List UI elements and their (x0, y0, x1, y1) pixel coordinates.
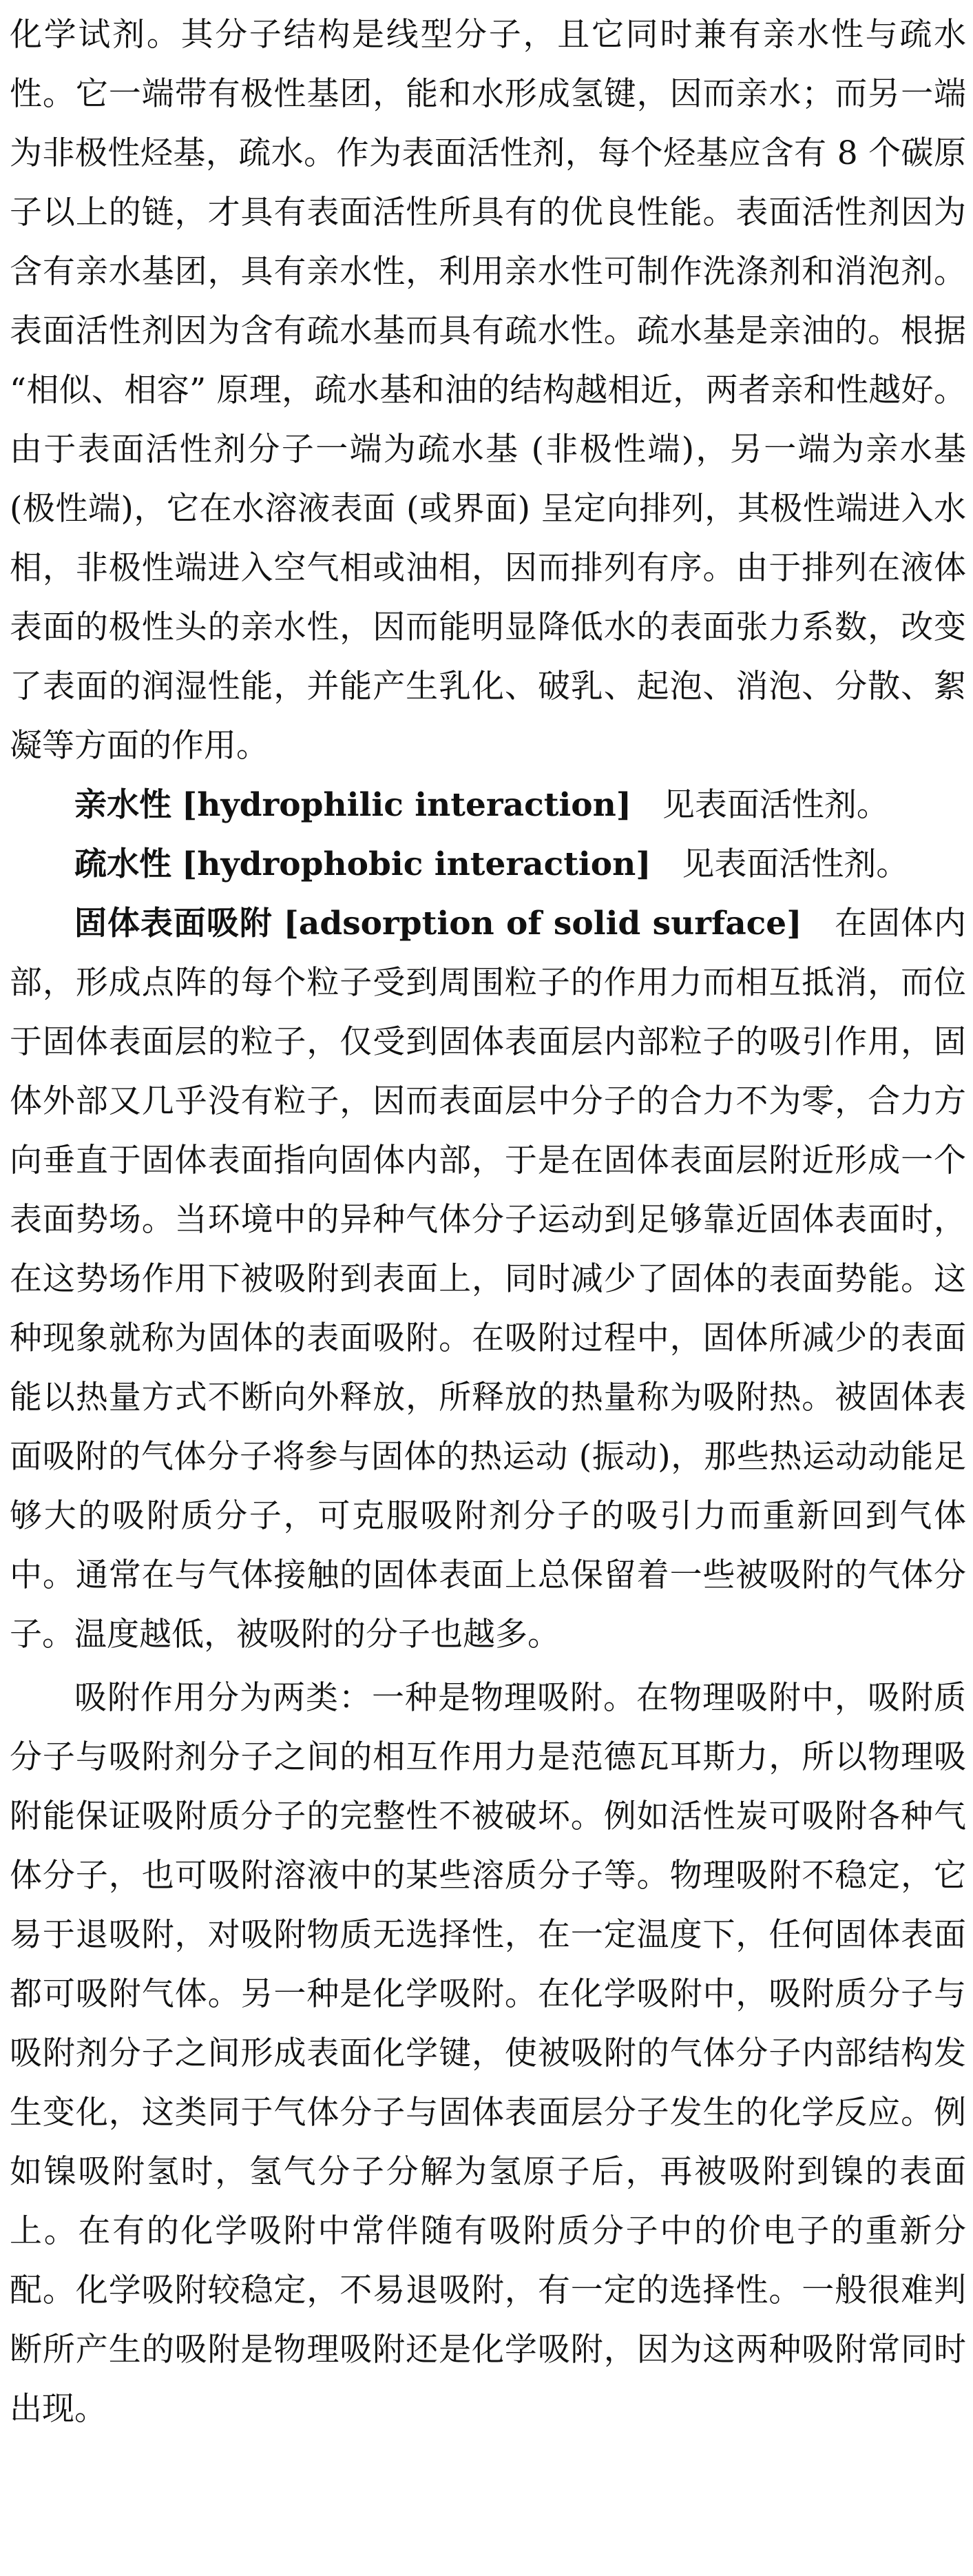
entry-hydrophobic (10, 835, 966, 894)
entry-term: 亲水性 (74, 786, 171, 824)
entry-see-reference: 见表面活性剂。 (662, 786, 889, 824)
paragraph-surfactant-continued: 化学试剂。其分子结构是线型分子，且它同时兼有亲水性与疏水性。它一端带有极性基团，能和水形成氢键，因而亲水；而另一端为非极性烃基，疏水。作为表面活性剂，每个烃基应含有 8 个碳原子以上的链，才具有表面活性所具有的优良性能。表面活性剂因为含有亲水基团，具有亲水性，利用亲水性可制作洗涤剂和消泡剂。表面活性剂因为含有疏水基而具有疏水性。疏水基是亲油的。根据 “相似、相容” 原理，疏水基和油的结构越相近，两者亲和性越好。由于表面活性剂分子一端为疏水基 (非极性端)，另一端为亲水基 (极性端)，它在水溶液表面 (或界面) 呈定向排列，其极性端进入水相，非极性端进入空气相或油相，因而排列有序。由于排列在液体表面的极性头的亲水性，因而能明显降低水的表面张力系数，改变了表面的润湿性能，并能产生乳化、破乳、起泡、消泡、分散、絮凝等方面的作用。 (10, 16, 966, 765)
entry-english-term: [adsorption of solid surface] (283, 905, 802, 942)
paragraph-adsorption-types: 吸附作用分为两类：一种是物理吸附。在物理吸附中，吸附质分子与吸附剂分子之间的相互作用力是范德瓦耳斯力，所以物理吸附能保证吸附质分子的完整性不被破坏。例如活性炭可吸附各种气体分子，也可吸附溶液中的某些溶质分子等。物理吸附不稳定，它易于退吸附，对吸附物质无选择性，在一定温度下，任何固体表面都可吸附气体。另一种是化学吸附。在化学吸附中，吸附质分子与吸附剂分子之间形成表面化学键，使被吸附的气体分子内部结构发生变化，这类同于气体分子与固体表面层分子发生的化学反应。例如镍吸附氢时，氢气分子分解为氢原子后，再被吸附到镍的表面上。在有的化学吸附中常伴随有吸附质分子中的价电子的重新分配。化学吸附较稳定，不易退吸附，有一定的选择性。一般很难判断所产生的吸附是物理吸附还是化学吸附，因为这两种吸附常同时出现。 (10, 1679, 966, 2428)
entry-term: 固体表面吸附 (74, 905, 273, 942)
entry-body: 在固体内部，形成点阵的每个粒子受到周围粒子的作用力而相互抵消，而位于固体表面层的粒子，仅受到固体表面层内部粒子的吸引作用，固体外部又几乎没有粒子，因而表面层中分子的合力不为零，合力方向垂直于固体表面指向固体内部，于是在固体表面层附近形成一个表面势场。当环境中的异种气体分子运动到足够靠近固体表面时，在这势场作用下被吸附到表面上，同时减少了固体的表面势能。这种现象就称为固体的表面吸附。在吸附过程中，固体所减少的表面能以热量方式不断向外释放，所释放的热量称为吸附热。被固体表面吸附的气体分子将参与固体的热运动 (振动)，那些热运动动能足够大的吸附质分子，可克服吸附剂分子的吸引力而重新回到气体中。通常在与气体接触的固体表面上总保留着一些被吸附的气体分子。温度越低，被吸附的分子也越多。 (10, 905, 967, 1653)
entry-english-term: [hydrophilic interaction] (181, 786, 632, 824)
entry-english-term: [hydrophobic interaction] (181, 845, 651, 883)
entry-hydrophilic (10, 776, 966, 835)
entry-term: 疏水性 (74, 845, 171, 883)
entry-see-reference: 见表面活性剂。 (682, 845, 909, 883)
entry-solid-surface-adsorption (10, 894, 966, 1665)
